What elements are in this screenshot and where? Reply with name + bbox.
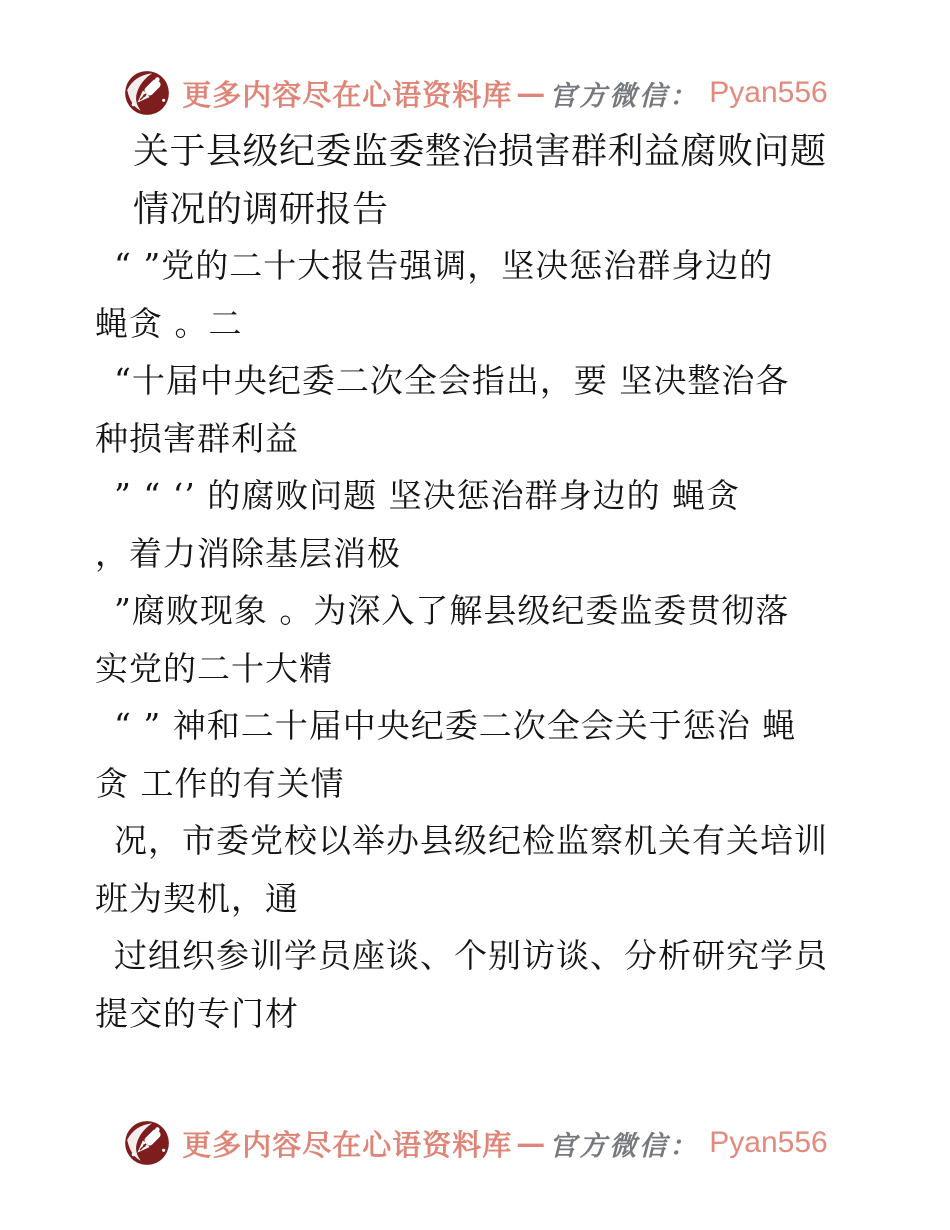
watermark-brand-text: 更多内容尽在心语资料库 xyxy=(182,77,513,112)
paragraph-line: “ ” 神和二十届中央纪委二次全会关于惩治 蝇 xyxy=(114,706,797,746)
paragraph-line: 蝇贪 。二 xyxy=(95,303,243,343)
wechat-id: Pyan556 xyxy=(709,1126,828,1159)
watermark-footer xyxy=(0,1116,950,1170)
document-title-line: 情况的调研报告 xyxy=(133,188,389,230)
paragraph-line: 贪 工作的有关情 xyxy=(95,763,345,803)
watermark-dash: — xyxy=(516,1126,546,1160)
paragraph-line: 提交的专门材 xyxy=(95,993,299,1033)
paragraph-line: “十届中央纪委二次全会指出，要 坚决整治各 xyxy=(114,361,790,401)
paragraph-line: 过组织参训学员座谈、个别访谈、分析研究学员 xyxy=(114,936,828,976)
brand-pen-swirl-logo-icon xyxy=(122,1118,172,1168)
paragraph-line: 班为契机，通 xyxy=(95,878,299,918)
paragraph-line: “ ”党的二十大报告强调，坚决惩治群身边的 xyxy=(114,246,774,286)
watermark-brand-text: 更多内容尽在心语资料库 xyxy=(182,1127,513,1162)
paragraph-line: ，着力消除基层消极 xyxy=(95,533,401,573)
wechat-label: 官方微信： xyxy=(549,1130,700,1162)
paragraph-line: ” “ ‘’ 的腐败问题 坚决惩治群身边的 蝇贪 xyxy=(114,476,741,516)
paragraph-line: 实党的二十大精 xyxy=(95,648,333,688)
watermark-header xyxy=(0,0,950,120)
document-title-line: 关于县级纪委监委整治损害群利益腐败问题 xyxy=(133,131,827,173)
wechat-id: Pyan556 xyxy=(709,76,828,109)
paragraph-line: ”腐败现象 。为深入了解县级纪委监委贯彻落 xyxy=(114,591,790,631)
brand-pen-swirl-logo-icon xyxy=(122,68,172,118)
document-body xyxy=(0,120,950,1040)
paragraph-line: 种损害群利益 xyxy=(95,418,299,458)
watermark-dash: — xyxy=(516,76,546,110)
paragraph-line: 况，市委党校以举办县级纪检监察机关有关培训 xyxy=(114,821,828,861)
wechat-label: 官方微信： xyxy=(549,80,700,112)
